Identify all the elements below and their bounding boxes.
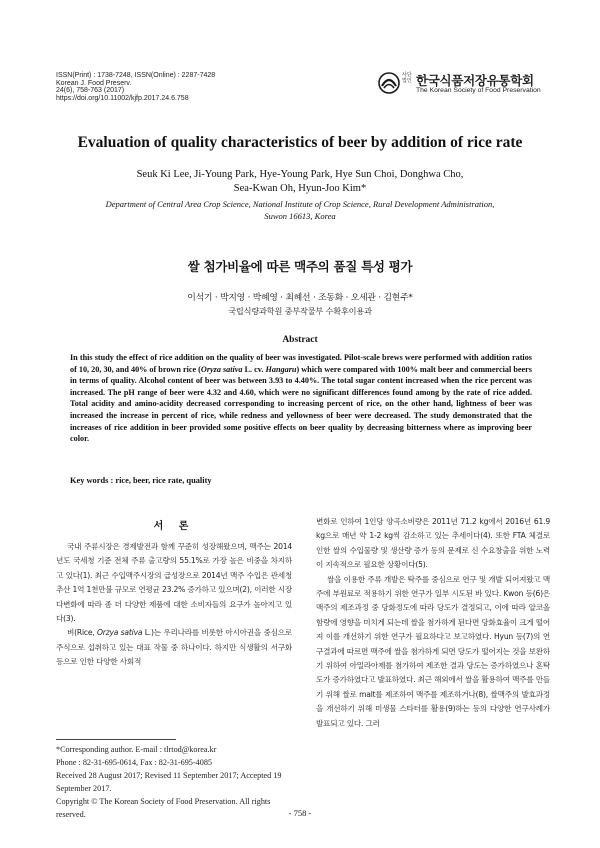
abstract-text: In this study the effect of rice addition on the quality of beer was investigated. Pilot-scale brews were performed with addition ratios of 10, 20, 30, and 40% of brown rice ( (70, 353, 532, 374)
volume-pages: 24(6), 758-763 (2017) (56, 87, 125, 95)
received-dates: Received 28 August 2017; Revised 11 September 2017; Accepted 19 September 2017. (56, 771, 282, 793)
affiliation-en-line: Department of Central Area Crop Science, National Institute of Crop Science, Rural Development Administration, (105, 199, 495, 209)
paragraph (56, 626, 292, 669)
affiliation-ko: 국립식량과학원 중부작물부 수확후이용과 (228, 306, 372, 316)
authors-en-line: Seuk Ki Lee, Ji-Young Park, Hye-Young Park, Hye Sun Choi, Donghwa Cho, (136, 169, 464, 180)
authors-en (60, 168, 540, 196)
left-column (56, 540, 292, 670)
right-column (316, 515, 550, 731)
page-number: - 758 - (288, 808, 312, 818)
authors-en-line: Sea-Kwan Oh, Hyun-Joo Kim* (233, 183, 367, 194)
publisher-logo (378, 70, 558, 96)
abstract-species: Oryza sativa (200, 364, 243, 374)
abstract-text: ) which were compared with 100% malt beer and commercial beers in terms of quality. Alcohol content of beer was between 3.93 to 4.40%. The total sugar content increased when the rice percent was increased. The pH range of beer were 4.32 and 4.60, which were no significant differences found among by the rate of rice added. Total acidity and amino-acidity decreased corresponding to increasing percent of rice, on the other hand, lightness of beer was increased the increase in percent of rice, while redness and yellowness of beer were decreased. The study demonstrated that the increases of rice addition in beer provided some positive effects on beer quality by decreasing bitterness where as improving beer color. (70, 364, 532, 444)
journal-meta (56, 72, 215, 102)
society-name-en: The Korean Society of Food Preservation (416, 87, 541, 94)
paper-title-ko: 쌀 첨가비율에 따른 맥주의 품질 특성 평가 (187, 259, 413, 274)
paragraph: 쌀을 이용한 주류 개발은 탁주를 중심으로 연구 및 개발 되어져왔고 맥주에 부원료로 적용하기 위한 연구가 일부 시도된 바 있다. Kwon 등(6)은 맥주의 제조과정 중 당화정도에 따라 당도가 결정되고, 이에 따라 알코올 함량에 영향을 미치게 되는데 쌀을 첨가하게 된다면 당화효율이 크게 떨어져 이를 개선하기 위한 연구가 필요하다고 보고하였다. Hyun 등(7)의 연구결과에 따르면 맥주에 쌀을 첨가하게 되면 당도가 떨어지는 것을 보완하기 위하여 아밀라아제를 첨가하여 제조한 결과 당도는 증가하였으나 혼탁도가 증가하였다고 발표하였다. 최근 해외에서 쌀을 활용하여 맥주를 만들기 위해 쌀로 malt를 제조하여 맥주를 제조하거나(8), 쌀맥주의 발효과정을 개선하기 위해 미생물 스타터를 활용(9)하는 등의 다양한 연구사례가 발표되고 있다. 그러 (316, 574, 550, 728)
paragraph: 변화로 인하여 1인당 양곡소비량은 2011년 71.2 kg에서 2016년 61.9 kg으로 매년 약 1-2 kg씩 감소하고 있는 추세이다(4). 또한 FTA 체결로 인한 쌀의 수입물량 및 생산량 증가 등의 문제로 신 수요창출을 위한 노력이 지속적으로 필요한 상황이다(5). (316, 517, 550, 570)
paragraph-text: 벼(Rice, (67, 628, 97, 638)
species-name: Orzya sativa (97, 628, 143, 638)
affiliation-en-line: Suwon 16613, Korea (264, 211, 336, 221)
corresponding-author: *Corresponding author. E-mail : tlrtod@korea.kr (56, 745, 217, 754)
abstract-heading: Abstract (282, 335, 318, 345)
footnote-divider (56, 739, 176, 740)
society-emblem-icon (378, 72, 400, 94)
society-prefix: 사단법인 (402, 72, 412, 84)
contact-phone: Phone : 82-31-695-0614, Fax : 82-31-695-4085 (56, 758, 213, 767)
abstract-body (70, 352, 532, 445)
doi-link[interactable]: https://doi.org/10.11002/kjfp.2017.24.6.758 (56, 94, 189, 102)
abstract-text: L. cv. (242, 364, 266, 374)
abstract-cultivar: Hangaru (265, 364, 297, 374)
journal-name: Korean J. Food Preserv. (56, 79, 132, 87)
section-heading-introduction: 서 론 (153, 521, 195, 532)
paper-title-en: Evaluation of quality characteristics of beer by addition of rice rate (77, 134, 523, 151)
society-name-ko: 한국식품저장유통학회 (416, 73, 534, 88)
keywords: Key words : rice, beer, rice rate, quality (70, 476, 212, 485)
issn: ISSN(Print) : 1738-7248, ISSN(Online) : 2287-7428 (56, 72, 216, 79)
copyright: Copyright © The Korean Society of Food Preservation. All rights reserved. (56, 797, 271, 819)
paragraph: 국내 주류시장은 경제발전과 함께 꾸준히 성장해왔으며, 맥주는 2014년도 국세청 기준 전체 주류 출고량의 55.1%로 가장 높은 비중을 차지하고 있다(1). 최근 수입맥주시장의 급성장으로 2014년 맥주 수입은 관세청 추산 1억 1천만불 규모로 연평균 23.2% 증가하고 있으며(2), 이러한 시장 다변화에 따라 좀 더 다양한 제품에 대한 소비자들의 요구가 높아지고 있다(3). (56, 542, 292, 624)
authors-ko: 이석기 · 박지영 · 박혜영 · 최혜선 · 조동화 · 오세관 · 김현주* (187, 293, 413, 303)
affiliation-en (60, 198, 540, 222)
paragraph-text: L.)는 우리나라를 비롯한 아시아권을 중심으로 주식으로 섭취하고 있는 대표 작물 중 하나이다. 하지만 식생활의 서구화 등으로 인한 다양한 사회적 (56, 628, 293, 667)
